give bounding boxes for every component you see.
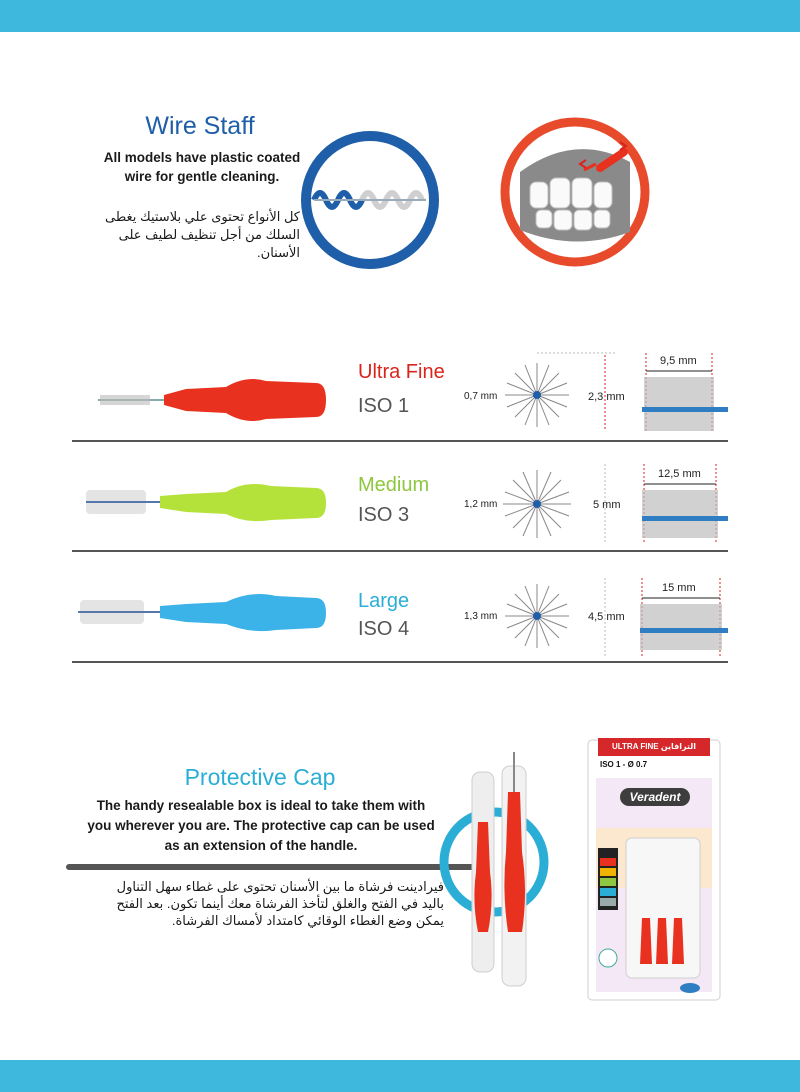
- brush-row-ultra-fine: [0, 345, 800, 455]
- brush-with-cap-icon: [432, 752, 572, 992]
- bristle-label: 2,3 mm: [588, 391, 625, 403]
- brush-row-large: [0, 572, 800, 682]
- brush-name: Ultra Fine: [358, 361, 445, 383]
- brush-iso: ISO 3: [358, 504, 410, 526]
- product-package: [586, 738, 722, 1002]
- wire-staff-description-en: All models have plastic coated wire for gentle cleaning.: [103, 150, 301, 184]
- protective-cap-description-ar: فيرادينت فرشاة ما بين الأسنان تحتوى على غطاء سهل التناول باليد في الفتح والغلق لتأخذ الفرشاة معك أينما تكون. بعد الفتح يمكن وضع الغطاء الوقائي كامتداد لأمساك الفرشاة.: [116, 879, 444, 928]
- diameter-label: 1,3 mm: [464, 611, 498, 622]
- bristle-diagram-icon: [455, 345, 625, 435]
- package-banner: ULTRA FINE الترافاين: [598, 738, 710, 756]
- brush-medium-icon: [76, 458, 356, 538]
- wire-staff-description-ar: كل الأنواع تحتوى علي بلاستيك يغطى السلك من أجل تنظيف لطيف على الأسنان.: [105, 209, 300, 260]
- diameter-label: 0,7 mm: [464, 391, 498, 402]
- protective-cap-description-en: The handy resealable box is ideal to take them with you wherever you are. The protective cap can be used as an extension of the handle.: [87, 798, 435, 853]
- bristle-label: 5 mm: [593, 499, 621, 511]
- brush-iso: ISO 1: [358, 395, 410, 417]
- bristle-label: 4,5 mm: [588, 611, 625, 623]
- package-brand-logo: Veradent: [620, 788, 690, 806]
- brush-large-icon: [76, 572, 356, 652]
- length-label: 9,5 mm: [660, 355, 697, 367]
- protective-cap-title: Protective Cap: [184, 764, 336, 790]
- length-label: 15 mm: [662, 582, 696, 594]
- brush-iso: ISO 4: [358, 618, 410, 640]
- brush-ultra-fine-icon: [76, 345, 356, 425]
- brush-name: Large: [358, 590, 410, 612]
- brush-name: Medium: [358, 474, 430, 496]
- wire-staff-title: Wire Staff: [145, 112, 255, 140]
- teeth-illustration-icon: [500, 112, 650, 272]
- bottom-band: [0, 1060, 800, 1092]
- package-iso: ISO 1 - Ø 0.7: [600, 760, 648, 769]
- section-bar: [66, 864, 476, 870]
- length-label: 12,5 mm: [658, 468, 701, 480]
- brush-row-medium: [0, 458, 800, 568]
- wire-closeup-icon: [300, 130, 440, 270]
- top-band: [0, 0, 800, 32]
- diameter-label: 1,2 mm: [464, 499, 498, 510]
